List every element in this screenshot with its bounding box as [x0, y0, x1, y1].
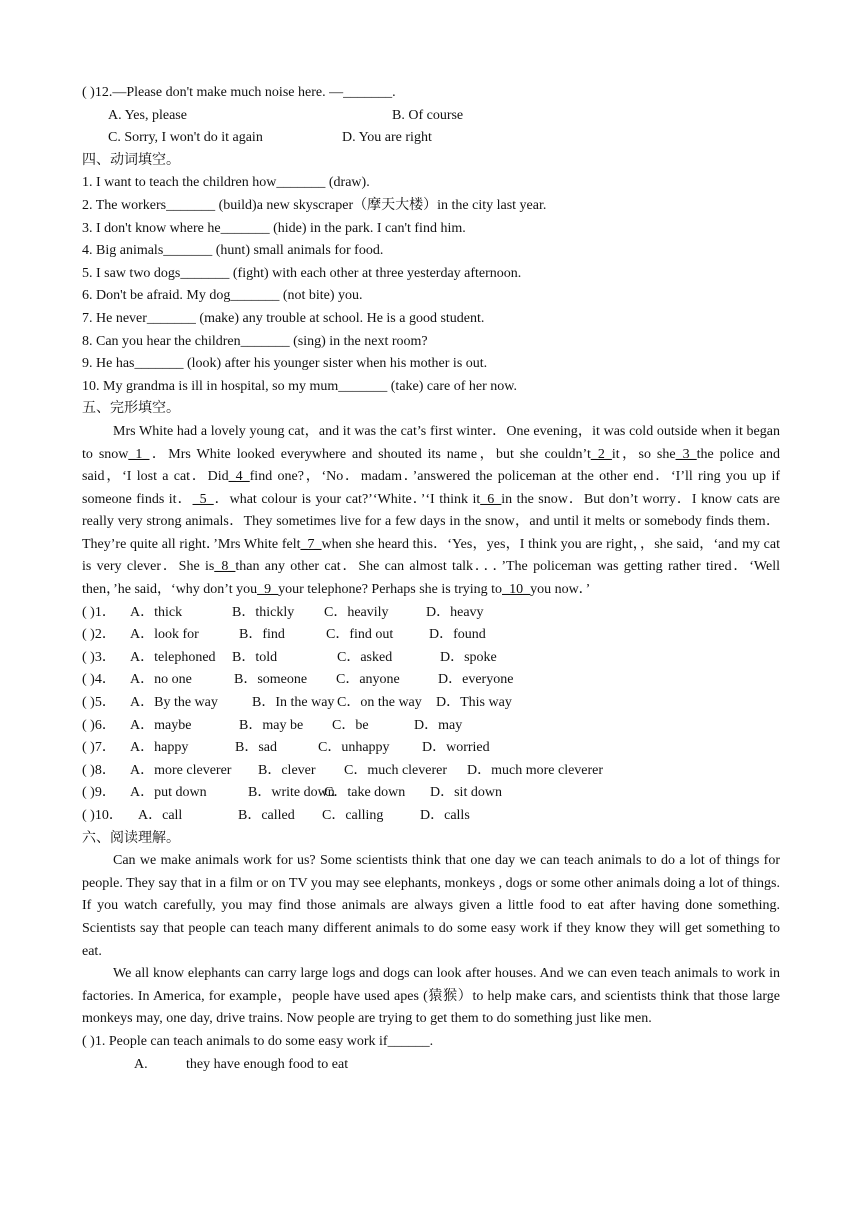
cloze-question-5 [82, 692, 780, 715]
option-d: D．may [414, 717, 463, 733]
q12-stem: ( )12.—Please don't make much noise here. —_______. [82, 85, 396, 100]
passage-text: ．Mrs White looked everywhere and shouted its name，but she couldn’t [149, 446, 591, 462]
cloze-questions [82, 602, 780, 828]
option-text: they have enough food to eat [186, 1056, 349, 1072]
question-number: ( )1． [82, 604, 116, 620]
option-c: C．heavily [324, 604, 389, 620]
question-number: ( )8． [82, 762, 116, 778]
passage-blank: _6_ [480, 491, 502, 507]
worksheet-page [82, 82, 780, 1076]
option-d: D．This way [436, 695, 512, 711]
q12-options-row2 [82, 127, 780, 150]
passage-blank: _8_ [214, 559, 236, 575]
option-d: D．much more cleverer [467, 762, 604, 778]
section6-title: 六、阅读理解。 [82, 830, 180, 846]
option-d: D．worried [422, 740, 490, 756]
question-number: ( )10． [82, 808, 123, 823]
option-c: C．take down [324, 785, 406, 801]
question-number: ( )2． [82, 627, 116, 643]
option-a: A．thick [130, 604, 183, 620]
option-b: B．someone [234, 672, 308, 688]
question-number: ( )7． [82, 740, 116, 756]
q12-option-a: A. Yes, please [108, 107, 187, 123]
option-c: C．much cleverer [344, 762, 448, 778]
option-c: C．on the way [337, 695, 422, 711]
question-number: ( )3． [82, 649, 116, 665]
option-d: D．heavy [426, 604, 484, 620]
option-d: D．found [429, 627, 486, 643]
passage-text: when she heard this．‘Yes，yes，I think you are right，，she said，‘and my cat is very clever．She is [82, 536, 780, 575]
cloze-question-7 [82, 737, 780, 760]
option-c: C．unhappy [318, 740, 390, 756]
option-b: B．may be [239, 717, 304, 733]
verb-item-4: 4. Big animals_______ (hunt) small animals for food. [82, 243, 384, 259]
option-a: A．By the way [130, 695, 218, 711]
option-b: B．In the way [252, 695, 335, 711]
question-number: ( )9． [82, 785, 116, 801]
reading-paragraph-2: We all know elephants can carry large logs and dogs can look after houses. And we can even teach animals to work in factories. In America, for example，people have used apes (猿猴）to help make cars, and scientists think that those large monkeys may, one day, drive trains. Now people are trying to get them to do something just like men. [82, 966, 780, 1027]
verb-item-6: 6. Don't be afraid. My dog_______ (not bite) you. [82, 288, 363, 304]
q12-option-d: D. You are right [342, 130, 432, 146]
verb-item-7: 7. He never_______ (make) any trouble at school. He is a good student. [82, 310, 485, 326]
passage-blank: _9_ [257, 582, 279, 598]
cloze-question-9 [82, 782, 780, 805]
option-b: B．thickly [232, 604, 295, 620]
passage-blank: _4_ [228, 469, 250, 485]
section5-title: 五、完形填空。 [82, 401, 180, 417]
cloze-question-2 [82, 624, 780, 647]
passage-text: ．what colour is your cat?’‘White．’‘I think it [213, 491, 481, 507]
passage-blank: _3_ [675, 446, 697, 462]
option-d: D．sit down [430, 785, 502, 801]
option-b: B．sad [235, 740, 277, 756]
passage-text: the police and said，‘I lost a cat．Did [82, 446, 781, 485]
passage-text: Mrs White had a lovely young cat，and it was the cat’s first winter．One evening，it was cold outside when it began to snow [82, 423, 780, 462]
verb-item-1: 1. I want to teach the children how_______ (draw). [82, 175, 370, 191]
option-b: B．clever [258, 762, 316, 778]
verb-item-5: 5. I saw two dogs_______ (fight) with each other at three yesterday afternoon. [82, 265, 522, 281]
q12-option-b: B. Of course [392, 107, 464, 123]
verb-item-9: 9. He has_______ (look) after his younger sister when his mother is out. [82, 356, 488, 372]
q12-options-row1 [82, 105, 780, 128]
passage-blank: _2_ [590, 446, 612, 462]
option-d: D．spoke [440, 649, 497, 665]
option-b: B．called [238, 808, 295, 823]
option-b: B．write down [248, 785, 335, 801]
option-a: A．put down [130, 785, 207, 801]
passage-text: you now．’ [530, 582, 591, 598]
verb-item-10: 10. My grandma is ill in hospital, so my mum_______ (take) care of her now. [82, 378, 517, 394]
option-a: A．happy [130, 740, 189, 756]
verb-item-2: 2. The workers_______ (build)a new skyscraper（摩天大楼）in the city last year. [82, 197, 547, 213]
passage-text: than any other cat．She can almost talk．．．’The policeman was getting rather tired．‘Well then，’he said，‘why don’t you [82, 559, 780, 598]
section4-items [82, 172, 780, 398]
option-letter: A. [134, 1056, 148, 1072]
passage-blank: _1_ [128, 446, 150, 462]
verb-item-8: 8. Can you hear the children_______ (sing) in the next room? [82, 333, 428, 349]
option-a: A．telephoned [130, 649, 216, 665]
option-d: D．everyone [438, 672, 514, 688]
passage-blank: _5_ [192, 491, 214, 507]
option-a: A．call [138, 808, 183, 823]
passage-text: find one?，‘No．madam．’answered the policeman at the other end．‘I’ll ring you up if someone finds it． [82, 469, 781, 507]
option-a: A．more cleverer [130, 762, 232, 778]
option-c: C．asked [337, 649, 393, 665]
option-d: D．calls [420, 808, 470, 823]
passage-text: your telephone? Perhaps she is trying to [278, 582, 503, 598]
question-number: ( )4． [82, 672, 116, 688]
option-c: C．be [332, 717, 369, 733]
cloze-passage [82, 421, 780, 602]
option-a: A．no one [130, 672, 192, 688]
cloze-question-1 [82, 602, 780, 625]
question-number: ( )6． [82, 717, 116, 733]
option-c: C．anyone [336, 672, 400, 688]
verb-item-3: 3. I don't know where he_______ (hide) in the park. I can't find him. [82, 220, 466, 236]
passage-text: in the snow．But don’t worry．I know cats are really very strong animals．They sometimes live for a few days in the snow，and until it melts or somebody finds them．They’re quite all right．’Mrs White felt [82, 491, 781, 552]
q12-option-c: C. Sorry, I won't do it again [108, 130, 263, 146]
option-b: B．find [239, 627, 285, 643]
section4-title: 四、动词填空。 [82, 152, 180, 168]
cloze-question-8 [82, 760, 780, 783]
cloze-question-3 [82, 647, 780, 670]
passage-blank: _7_ [300, 536, 322, 552]
reading-question-1-option-a [82, 1054, 780, 1077]
reading-paragraph-1: Can we make animals work for us? Some scientists think that one day we can teach animals to do a lot of things for people. They say that in a film or on TV you may see elephants, monkeys , dogs or some other animals doing a lot of things. If you watch carefully, you may find those animals are always given a little food to eat after having done something. Scientists say that people can teach many different animals to do some easy work if they know they will get something to eat. [82, 853, 780, 959]
passage-blank: _10_ [502, 582, 531, 598]
question-number: ( )5． [82, 695, 116, 711]
cloze-question-4 [82, 669, 780, 692]
cloze-question-10 [82, 805, 780, 828]
cloze-question-6 [82, 715, 780, 738]
option-a: A．look for [130, 627, 199, 643]
reading-question-1: ( )1. People can teach animals to do some easy work if______. [82, 1033, 434, 1049]
passage-text: it，so she [611, 446, 676, 462]
option-a: A．maybe [130, 717, 192, 733]
option-c: C．find out [326, 627, 394, 643]
option-b: B．told [232, 649, 278, 665]
option-c: C．calling [322, 808, 384, 823]
